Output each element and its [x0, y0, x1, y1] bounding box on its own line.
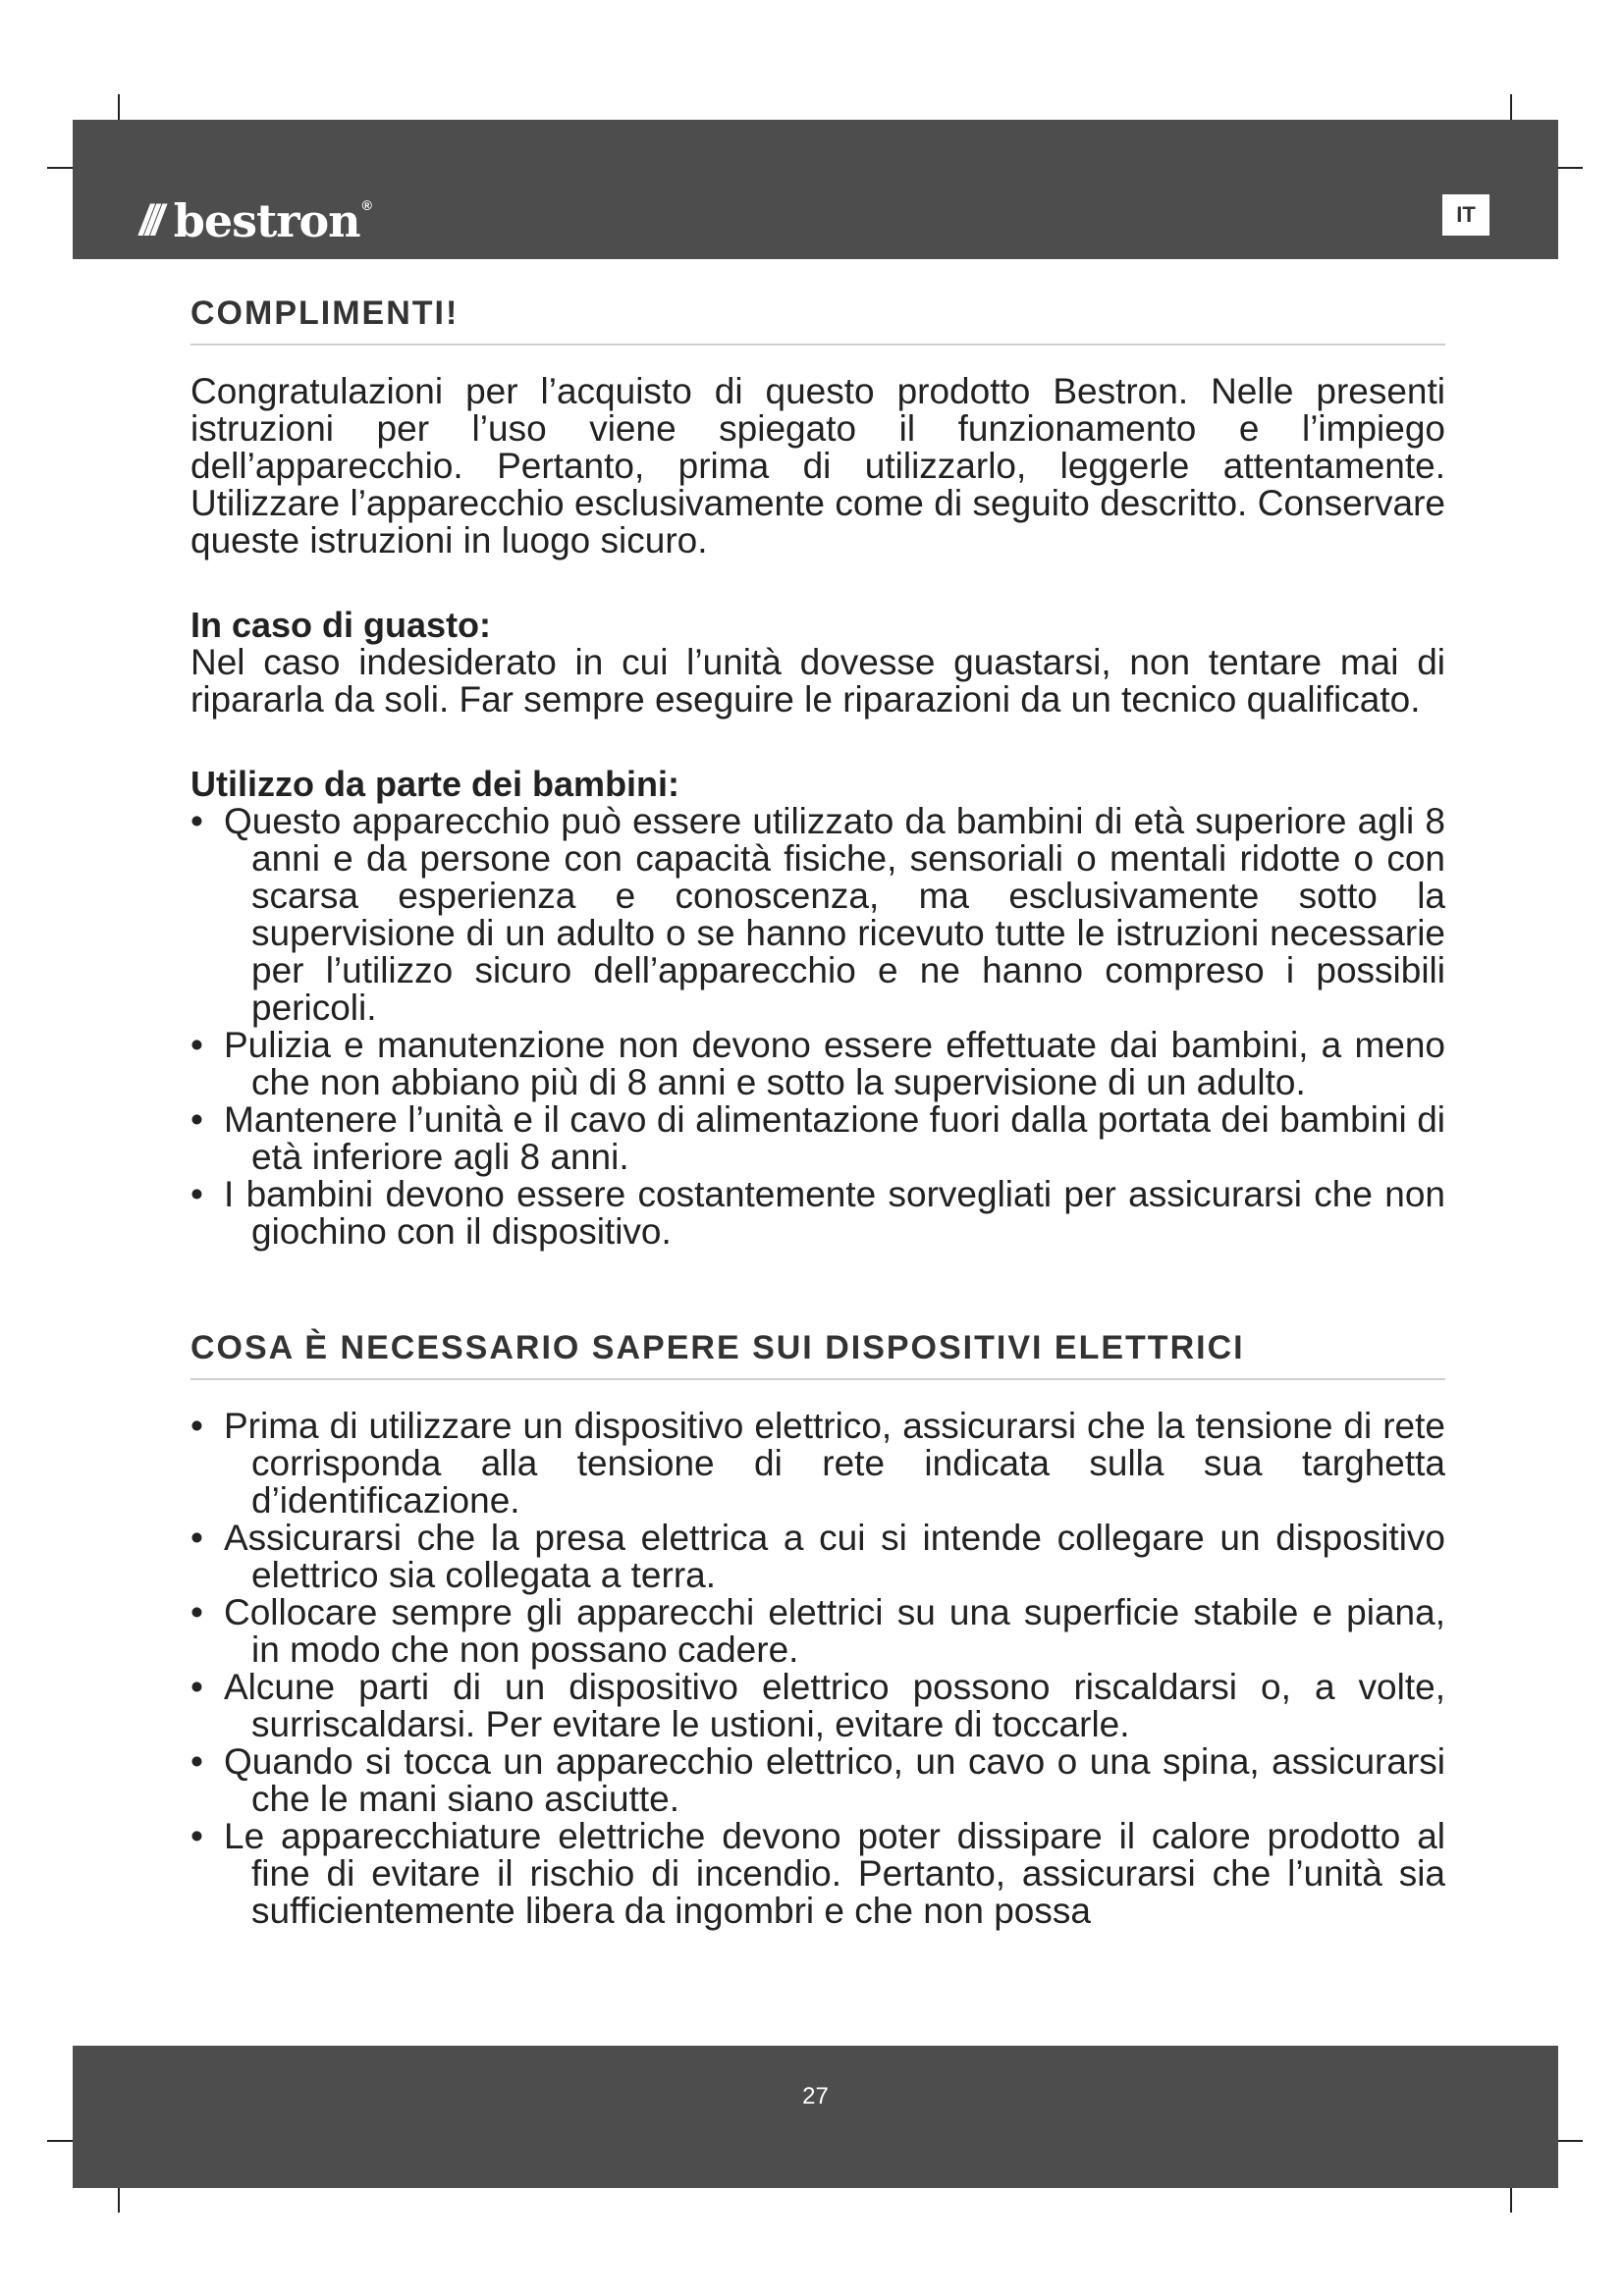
section-title-compliments: COMPLIMENTI!: [190, 294, 1445, 346]
list-item: • Prima di utilizzare un dispositivo elettrico, assicurarsi che la tensione di rete corrisponda alla tensione di rete indicata sulla sua targhetta d’identificazione.: [190, 1408, 1445, 1520]
list-item: • Quando si tocca un apparecchio elettrico, un cavo o una spina, assicurarsi che le mani siano asciutte.: [190, 1743, 1445, 1818]
list-item: • Mantenere l’unità e il cavo di alimentazione fuori dalla portata dei bambini di età inferiore agli 8 anni.: [190, 1101, 1445, 1176]
list-item: • Le apparecchiature elettriche devono poter dissipare il calore prodotto al fine di evitare il rischio di incendio. Pertanto, assicurarsi che l’unità sia sufficientemente libera da ingombri e che non possa: [190, 1818, 1445, 1930]
registered-mark: ®: [361, 197, 371, 213]
fault-paragraph: Nel caso indesiderato in cui l’unità dovesse guastarsi, non tentare mai di ripararla da soli. Far sempre eseguire le riparazioni da un tecnico qualificato.: [190, 642, 1445, 720]
chevron-logo-icon: ///: [139, 196, 158, 244]
list-item: • Pulizia e manutenzione non devono essere effettuate dai bambini, a meno che non abbiano più di 8 anni e sotto la supervisione di un adulto.: [190, 1027, 1445, 1101]
list-item: • Alcune parti di un dispositivo elettrico possono riscaldarsi o, a volte, surriscaldarsi. Per evitare le ustioni, evitare di toccarle.: [190, 1669, 1445, 1743]
brand-name: bestron: [173, 194, 360, 247]
electrical-list: [190, 1408, 1445, 1930]
list-item: • I bambini devono essere costantemente sorvegliati per assicurarsi che non giochino con il dispositivo.: [190, 1176, 1445, 1251]
language-badge: IT: [1442, 194, 1489, 236]
header-band: [73, 120, 1558, 259]
brand-logo: [139, 196, 371, 245]
list-item: • Collocare sempre gli apparecchi elettrici su una superficie stabile e piana, in modo che non possano cadere.: [190, 1594, 1445, 1669]
subtitle-fault: In caso di guasto:: [190, 605, 492, 645]
intro-paragraph: Congratulazioni per l’acquisto di questo prodotto Bestron. Nelle presenti istruzioni per l’uso viene spiegato il funzionamento e l’impiego dell’apparecchio. Pertanto, prima di utilizzarlo, leggerle attentamente. Utilizzare l’apparecchio esclusivamente come di seguito descritto. Conservare queste istruzioni in luogo sicuro.: [190, 371, 1445, 561]
footer-band: [73, 2046, 1558, 2188]
section-title-electrical: COSA È NECESSARIO SAPERE SUI DISPOSITIVI ELETTRICI: [190, 1329, 1445, 1380]
list-item: • Questo apparecchio può essere utilizzato da bambini di età superiore agli 8 anni e da persone con capacità fisiche, sensoriali o mentali ridotte o con scarsa esperienza e conoscenza, ma esclusivamente sotto la supervisione di un adulto o se hanno ricevuto tutte le istruzioni necessarie per l’utilizzo sicuro dell’apparecchio e ne hanno compreso i possibili pericoli.: [190, 803, 1445, 1027]
page-content: [190, 294, 1445, 1930]
children-list: [190, 803, 1445, 1251]
subtitle-children: Utilizzo da parte dei bambini:: [190, 764, 680, 804]
list-item: • Assicurarsi che la presa elettrica a cui si intende collegare un dispositivo elettrico sia collegata a terra.: [190, 1520, 1445, 1594]
page-number: 27: [802, 2083, 829, 2109]
